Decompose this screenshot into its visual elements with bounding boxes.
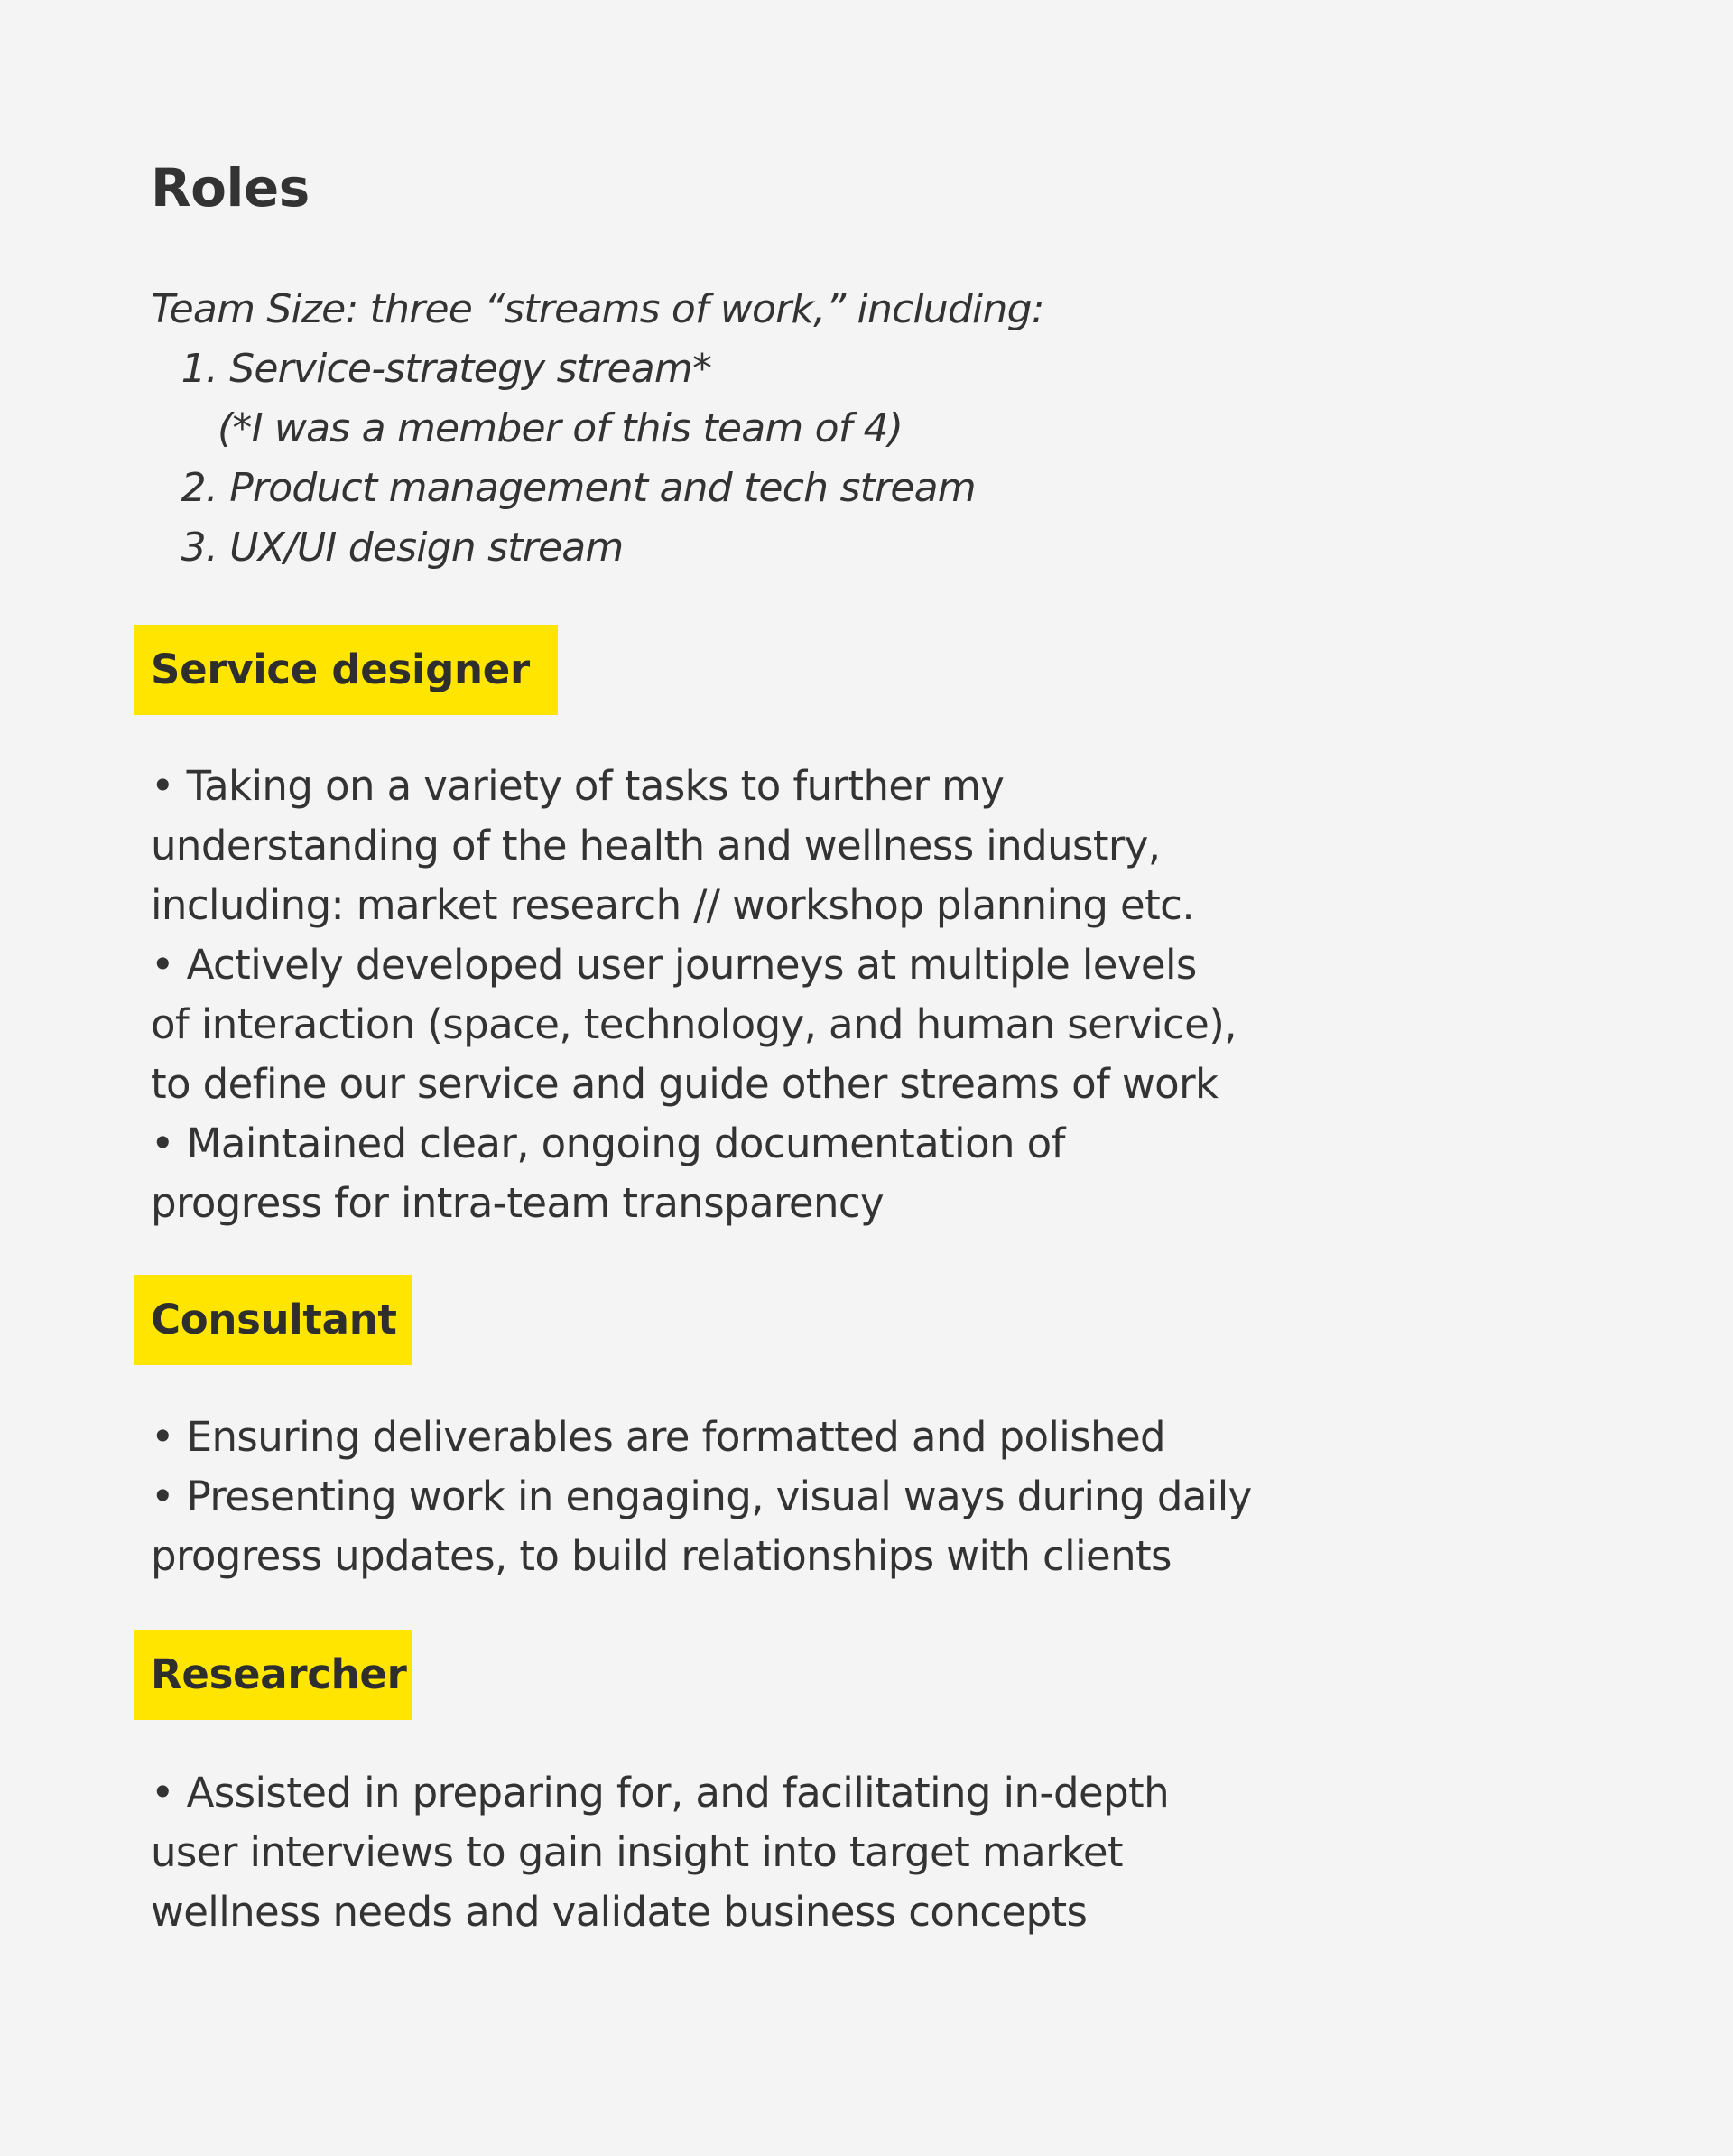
list-item	[151, 339, 1044, 399]
list-item-note: (*I was a member of this team of 4)	[218, 405, 904, 451]
list-item-text: UX/UI design stream	[229, 525, 624, 571]
page-title: Roles	[151, 157, 310, 218]
role-tag-researcher: Researcher	[134, 1630, 412, 1720]
description-line: including: market research // workshop planning etc.	[151, 881, 1195, 929]
description-line: • Assisted in preparing for, and facilitating in-depth	[151, 1769, 1169, 1817]
description-line: understanding of the health and wellness industry,	[151, 822, 1161, 869]
description-line: progress updates, to build relationships with clients	[151, 1532, 1172, 1580]
list-item	[151, 518, 1044, 578]
description-line: • Presenting work in engaging, visual ways during daily	[151, 1473, 1252, 1520]
team-size-intro: Team Size: three “streams of work,” including:	[151, 286, 1044, 332]
list-item	[151, 459, 1044, 518]
list-item-number: 1.	[181, 346, 218, 392]
description-line: of interaction (space, technology, and human service),	[151, 1000, 1237, 1048]
list-item-text: Product management and tech stream	[229, 465, 976, 511]
description-line: wellness needs and validate business concepts	[151, 1888, 1088, 1936]
role-tag-consultant: Consultant	[134, 1275, 412, 1365]
role-description-consultant	[151, 1408, 1252, 1586]
description-line: • Ensuring deliverables are formatted and polished	[151, 1413, 1166, 1461]
role-tag-service-designer: Service designer	[134, 625, 558, 715]
description-line: user interviews to gain insight into target market	[151, 1828, 1123, 1876]
list-item-text: Service-strategy stream*	[229, 346, 712, 392]
description-line: to define our service and guide other streams of work	[151, 1060, 1219, 1108]
description-line: • Taking on a variety of tasks to further my	[151, 762, 1005, 810]
role-description-researcher	[151, 1763, 1169, 1942]
description-line: • Actively developed user journeys at multiple levels	[151, 941, 1197, 989]
description-line: • Maintained clear, ongoing documentation of	[151, 1120, 1065, 1167]
list-item-number: 2.	[181, 465, 218, 511]
description-line: progress for intra-team transparency	[151, 1179, 885, 1227]
team-size-block	[151, 280, 1044, 578]
role-description-service-designer	[151, 757, 1237, 1233]
list-item-number: 3.	[181, 525, 218, 571]
